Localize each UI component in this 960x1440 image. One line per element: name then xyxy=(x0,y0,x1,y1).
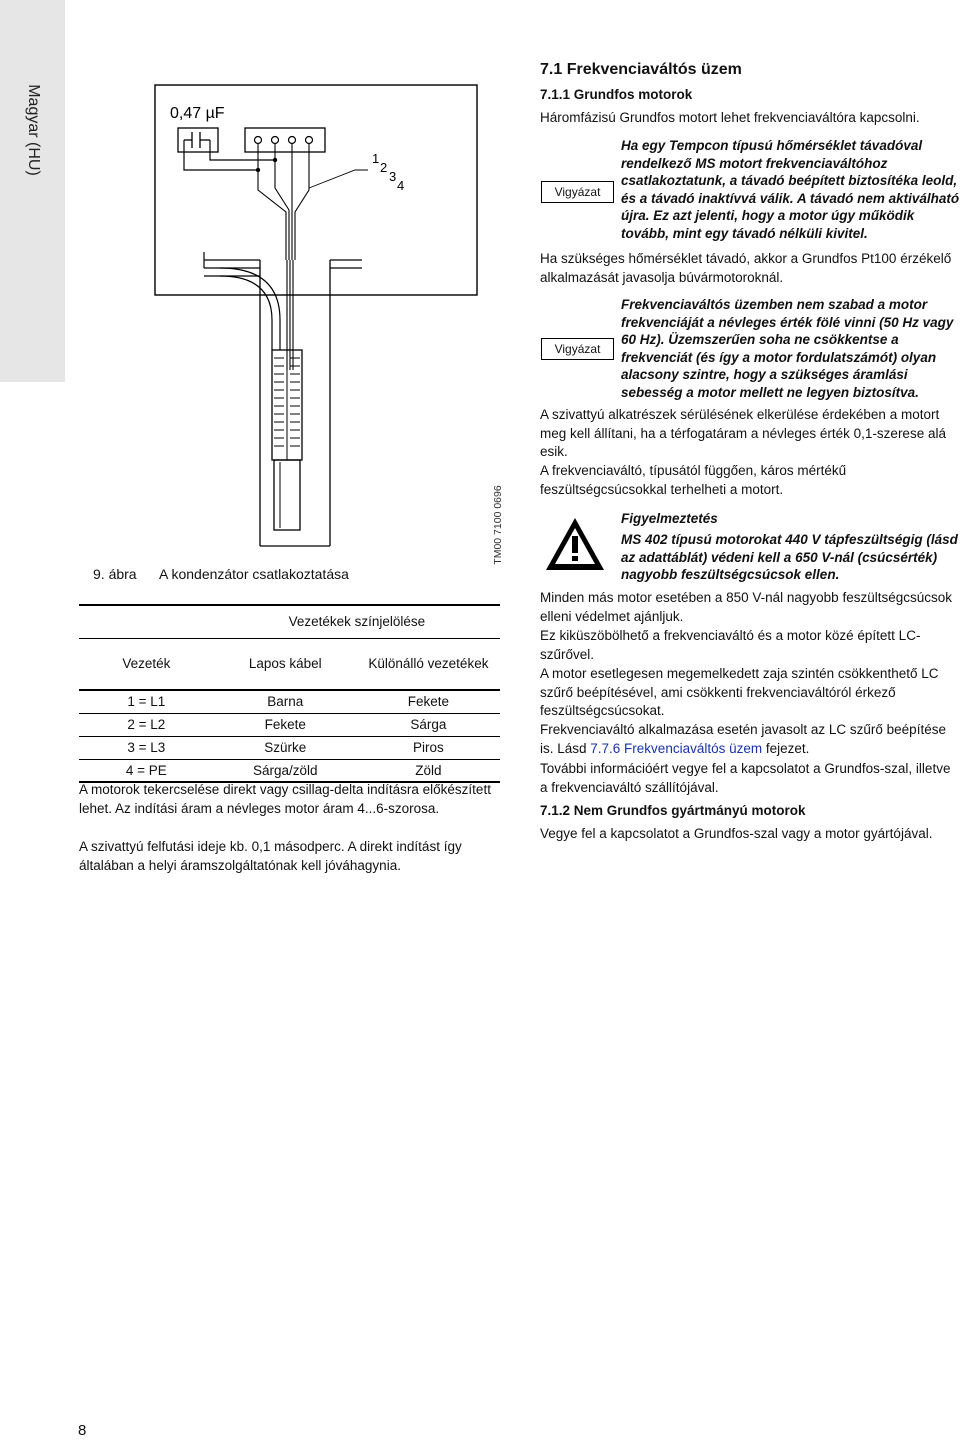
warning-title: Figyelmeztetés xyxy=(621,511,718,526)
terminal-3 xyxy=(289,137,296,144)
table-row xyxy=(79,713,500,736)
non-grundfos-paragraph: Vegye fel a kapcsolatot a Grundfos-szal vagy a motor gyártójával. xyxy=(540,826,933,841)
figure-caption-number: 9. ábra xyxy=(93,566,137,582)
table-row xyxy=(79,690,500,713)
table-cell: Sárga xyxy=(357,713,500,736)
recommendation-paragraph xyxy=(540,721,960,758)
table-cell: Szürke xyxy=(214,736,357,759)
startup-paragraph: A szivattyú felfutási ideje kb. 0,1 másodperc. A direkt indítást így általában a helyi áramszolgáltatónak kell jóváhagynia. xyxy=(79,839,462,873)
recommendation-suffix: fejezet. xyxy=(762,740,810,756)
lc-filter-paragraph: Ez kiküszöbölhető a frekvenciaváltó és a motor közé épített LC-szűrővel. xyxy=(540,628,921,662)
terminal-label-2: 2 xyxy=(380,160,388,175)
terminal-label-3: 3 xyxy=(389,169,397,184)
intro-paragraph: Háromfázisú Grundfos motort lehet frekvenciaváltóra kapcsolni. xyxy=(540,110,920,125)
table-row xyxy=(79,736,500,759)
col-header-single-wires: Különálló vezetékek xyxy=(357,638,500,690)
recommendation-text: Frekvenciaváltó alkalmazása esetén javasolt az LC szűrő beépítése is. Lásd xyxy=(540,722,946,756)
table-cell: Piros xyxy=(357,736,500,759)
table-cell: 1 = L1 xyxy=(79,690,214,713)
terminal-label-4: 4 xyxy=(397,178,405,193)
warning-text: MS 402 típusú motorokat 440 V tápfeszültségig (lásd az adattáblát) védeni kell a 650 V-nál (csúcsérték) nagyobb feszültségcsúcsok ellen. xyxy=(621,532,958,583)
section-link-7-7-6[interactable]: 7.7.6 Frekvenciaváltós üzem xyxy=(590,740,763,756)
caution-label-1: Vigyázat xyxy=(541,181,614,203)
caution-text-1: Ha egy Tempcon típusú hőmérséklet távadóval rendelkező MS motort frekvenciaváltóhoz csatlakoztatunk, a távadó beépített biztosítéka leold, és a távadó inaktívvá válik. A távadó nem aktiválható újra. Ez azt jelenti, hogy a motor úgy működik tovább, mint egy távadó nélküli kivitel. xyxy=(621,138,960,241)
table-cell: Sárga/zöld xyxy=(214,759,357,782)
side-tab xyxy=(0,0,65,382)
table-cell: Fekete xyxy=(357,690,500,713)
table-cell: 3 = L3 xyxy=(79,736,214,759)
capacitor-diagram xyxy=(100,70,520,565)
winding-paragraph: A motorok tekercselése direkt vagy csillag-delta indításra előkészített lehet. Az indítási áram a névleges motor áram 4...6-szorosa. xyxy=(79,782,491,816)
table-cell: 2 = L2 xyxy=(79,713,214,736)
other-motors-paragraph: Minden más motor esetében a 850 V-nál nagyobb feszültségcsúcsok elleni védelmet ajánljuk. xyxy=(540,590,952,624)
caution-text-2: Frekvenciaváltós üzemben nem szabad a motor frekvenciáját a névleges érték fölé vinni (50 Hz vagy 60 Hz). Üzemszerűen soha ne csökkentse a frekvenciát (és így a motor fordulatszámót) olyan alacsony szintre, hogy a szükséges áramlási sebesség a motor mellett ne legyen biztosítva. xyxy=(621,297,954,400)
voltage-peaks-paragraph: A frekvenciaváltó, típusától függően, káros mértékű feszültségcsúcsokkal terhelheti a motort. xyxy=(540,463,847,497)
section-heading-7-1-2: 7.1.2 Nem Grundfos gyártmányú motorok xyxy=(540,803,806,818)
more-info-paragraph: További információért vegye fel a kapcsolatot a Grundfos-szal, illetve a frekvenciaváltó szállítójával. xyxy=(540,761,951,795)
table-cell: Barna xyxy=(214,690,357,713)
table-group-header: Vezetékek színjelölése xyxy=(214,605,500,638)
caution-label-2: Vigyázat xyxy=(541,338,614,360)
side-tab-label: Magyar (HU) xyxy=(25,84,42,176)
figure-caption-text: A kondenzátor csatlakoztatása xyxy=(159,566,349,582)
noise-paragraph: A motor esetlegesen megemelkedett zaja szintén csökkenthető LC szűrő beépítésével, ami csökkenti frekvenciaváltóról érkező feszültségcsúcsokat. xyxy=(540,666,939,718)
stop-motor-paragraph: A szivattyú alkatrészek sérülésének elkerülése érdekében a motort meg kell állítani, ha a térfogatáram a névleges érték 0,1-szerese alá esik. xyxy=(540,407,946,459)
figure-code: TM00 7100 0696 xyxy=(492,485,504,565)
table-row xyxy=(79,759,500,782)
wire-color-table xyxy=(79,604,500,783)
table-cell: Zöld xyxy=(357,759,500,782)
figure-caption xyxy=(93,566,349,582)
section-heading-7-1-1: 7.1.1 Grundfos motorok xyxy=(540,87,693,102)
col-header-wire: Vezeték xyxy=(79,638,214,690)
terminal-4 xyxy=(306,137,313,144)
page-number: 8 xyxy=(78,1422,87,1439)
section-heading-7-1: 7.1 Frekvenciaváltós üzem xyxy=(540,61,742,78)
col-header-flat-cable: Lapos kábel xyxy=(214,638,357,690)
terminal-label-1: 1 xyxy=(372,151,380,166)
warning-icon xyxy=(543,515,607,573)
motor-body xyxy=(274,460,300,530)
terminal-2 xyxy=(272,137,279,144)
pt100-paragraph: Ha szükséges hőmérséklet távadó, akkor a Grundfos Pt100 érzékelő alkalmazását javasolja búvármotoroknál. xyxy=(540,251,952,285)
terminal-1 xyxy=(255,137,262,144)
capacitor-label: 0,47 µF xyxy=(170,105,225,122)
table-cell: Fekete xyxy=(214,713,357,736)
table-cell: 4 = PE xyxy=(79,759,214,782)
